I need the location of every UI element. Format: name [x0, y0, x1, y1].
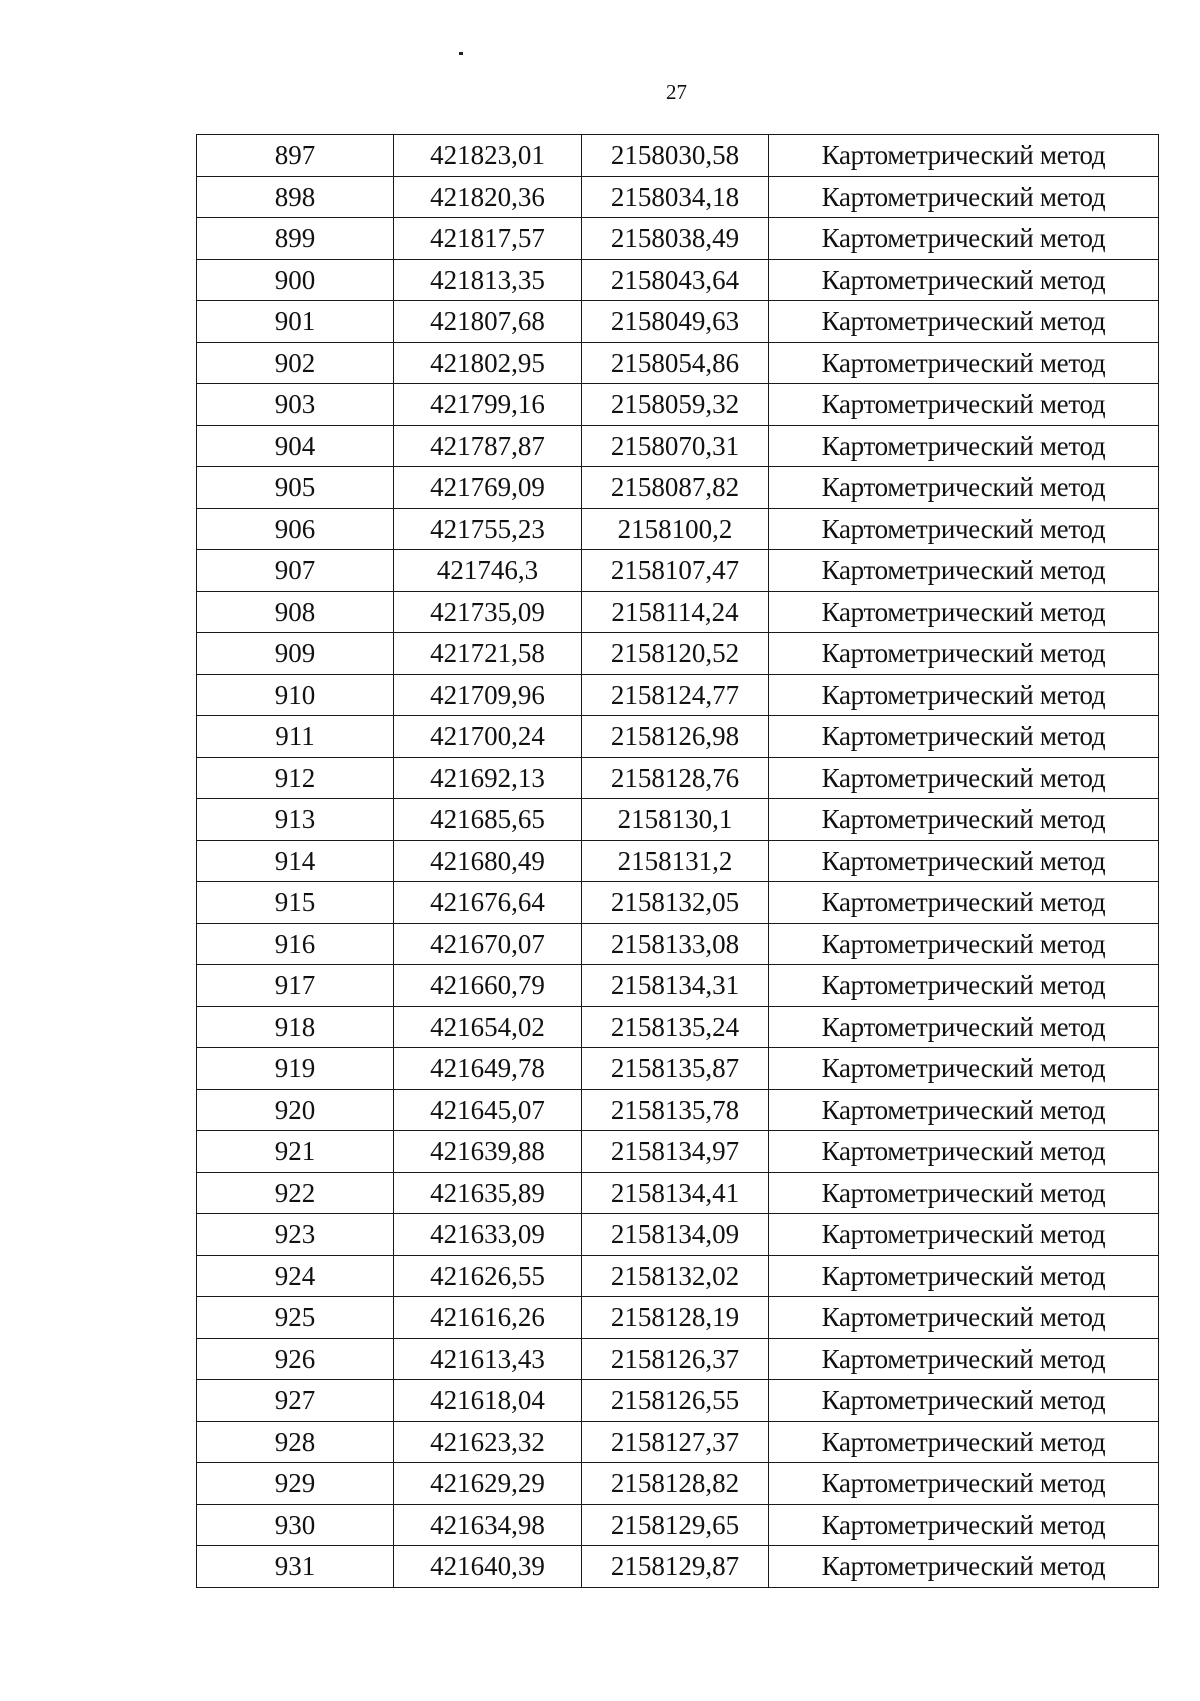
point-number-cell: 913 [197, 799, 394, 841]
point-number-cell: 915 [197, 882, 394, 924]
table-row [197, 1048, 1159, 1090]
y-coordinate-cell: 2158128,76 [582, 757, 769, 799]
x-coordinate-cell: 421660,79 [394, 965, 582, 1007]
y-coordinate-cell: 2158128,19 [582, 1297, 769, 1339]
table-row [197, 633, 1159, 675]
method-cell: Картометрический метод [769, 840, 1159, 882]
method-cell: Картометрический метод [769, 384, 1159, 426]
point-number-cell: 904 [197, 425, 394, 467]
method-cell: Картометрический метод [769, 882, 1159, 924]
table-row [197, 342, 1159, 384]
method-cell: Картометрический метод [769, 1255, 1159, 1297]
y-coordinate-cell: 2158100,2 [582, 508, 769, 550]
x-coordinate-cell: 421626,55 [394, 1255, 582, 1297]
point-number-cell: 922 [197, 1172, 394, 1214]
y-coordinate-cell: 2158107,47 [582, 550, 769, 592]
y-coordinate-cell: 2158059,32 [582, 384, 769, 426]
table-row [197, 1504, 1159, 1546]
table-row [197, 425, 1159, 467]
x-coordinate-cell: 421755,23 [394, 508, 582, 550]
point-number-cell: 916 [197, 923, 394, 965]
point-number-cell: 905 [197, 467, 394, 509]
method-cell: Картометрический метод [769, 1089, 1159, 1131]
method-cell: Картометрический метод [769, 467, 1159, 509]
x-coordinate-cell: 421613,43 [394, 1338, 582, 1380]
x-coordinate-cell: 421746,3 [394, 550, 582, 592]
table-row [197, 1546, 1159, 1588]
y-coordinate-cell: 2158124,77 [582, 674, 769, 716]
coordinates-table [196, 134, 1159, 1588]
x-coordinate-cell: 421676,64 [394, 882, 582, 924]
y-coordinate-cell: 2158129,87 [582, 1546, 769, 1588]
table-row [197, 1421, 1159, 1463]
method-cell: Картометрический метод [769, 674, 1159, 716]
x-coordinate-cell: 421649,78 [394, 1048, 582, 1090]
table-row [197, 882, 1159, 924]
method-cell: Картометрический метод [769, 1546, 1159, 1588]
method-cell: Картометрический метод [769, 1297, 1159, 1339]
point-number-cell: 902 [197, 342, 394, 384]
y-coordinate-cell: 2158127,37 [582, 1421, 769, 1463]
y-coordinate-cell: 2158132,02 [582, 1255, 769, 1297]
x-coordinate-cell: 421685,65 [394, 799, 582, 841]
y-coordinate-cell: 2158129,65 [582, 1504, 769, 1546]
table-row [197, 1255, 1159, 1297]
page-number: 27 [666, 80, 687, 104]
x-coordinate-cell: 421633,09 [394, 1214, 582, 1256]
x-coordinate-cell: 421823,01 [394, 135, 582, 177]
point-number-cell: 901 [197, 301, 394, 343]
table-row [197, 467, 1159, 509]
point-number-cell: 910 [197, 674, 394, 716]
table-row [197, 1172, 1159, 1214]
point-number-cell: 931 [197, 1546, 394, 1588]
point-number-cell: 909 [197, 633, 394, 675]
point-number-cell: 925 [197, 1297, 394, 1339]
y-coordinate-cell: 2158034,18 [582, 176, 769, 218]
table-row [197, 218, 1159, 260]
x-coordinate-cell: 421634,98 [394, 1504, 582, 1546]
method-cell: Картометрический метод [769, 1131, 1159, 1173]
x-coordinate-cell: 421623,32 [394, 1421, 582, 1463]
table-row [197, 1338, 1159, 1380]
point-number-cell: 918 [197, 1006, 394, 1048]
x-coordinate-cell: 421654,02 [394, 1006, 582, 1048]
y-coordinate-cell: 2158087,82 [582, 467, 769, 509]
x-coordinate-cell: 421735,09 [394, 591, 582, 633]
method-cell: Картометрический метод [769, 425, 1159, 467]
x-coordinate-cell: 421820,36 [394, 176, 582, 218]
method-cell: Картометрический метод [769, 965, 1159, 1007]
table-row [197, 301, 1159, 343]
x-coordinate-cell: 421640,39 [394, 1546, 582, 1588]
point-number-cell: 921 [197, 1131, 394, 1173]
x-coordinate-cell: 421769,09 [394, 467, 582, 509]
y-coordinate-cell: 2158126,55 [582, 1380, 769, 1422]
method-cell: Картометрический метод [769, 1504, 1159, 1546]
point-number-cell: 928 [197, 1421, 394, 1463]
point-number-cell: 906 [197, 508, 394, 550]
table-row [197, 757, 1159, 799]
method-cell: Картометрический метод [769, 633, 1159, 675]
y-coordinate-cell: 2158130,1 [582, 799, 769, 841]
x-coordinate-cell: 421639,88 [394, 1131, 582, 1173]
table-row [197, 1297, 1159, 1339]
point-number-cell: 912 [197, 757, 394, 799]
method-cell: Картометрический метод [769, 1172, 1159, 1214]
y-coordinate-cell: 2158132,05 [582, 882, 769, 924]
point-number-cell: 929 [197, 1463, 394, 1505]
table-row [197, 550, 1159, 592]
table-row [197, 1089, 1159, 1131]
point-number-cell: 920 [197, 1089, 394, 1131]
method-cell: Картометрический метод [769, 1421, 1159, 1463]
x-coordinate-cell: 421817,57 [394, 218, 582, 260]
x-coordinate-cell: 421700,24 [394, 716, 582, 758]
point-number-cell: 899 [197, 218, 394, 260]
method-cell: Картометрический метод [769, 176, 1159, 218]
method-cell: Картометрический метод [769, 550, 1159, 592]
x-coordinate-cell: 421692,13 [394, 757, 582, 799]
y-coordinate-cell: 2158038,49 [582, 218, 769, 260]
method-cell: Картометрический метод [769, 923, 1159, 965]
table-row [197, 1463, 1159, 1505]
method-cell: Картометрический метод [769, 1214, 1159, 1256]
y-coordinate-cell: 2158043,64 [582, 259, 769, 301]
method-cell: Картометрический метод [769, 135, 1159, 177]
table-row [197, 1006, 1159, 1048]
point-number-cell: 898 [197, 176, 394, 218]
method-cell: Картометрический метод [769, 1048, 1159, 1090]
y-coordinate-cell: 2158133,08 [582, 923, 769, 965]
x-coordinate-cell: 421645,07 [394, 1089, 582, 1131]
y-coordinate-cell: 2158135,78 [582, 1089, 769, 1131]
y-coordinate-cell: 2158030,58 [582, 135, 769, 177]
method-cell: Картометрический метод [769, 799, 1159, 841]
x-coordinate-cell: 421802,95 [394, 342, 582, 384]
y-coordinate-cell: 2158070,31 [582, 425, 769, 467]
x-coordinate-cell: 421813,35 [394, 259, 582, 301]
point-number-cell: 924 [197, 1255, 394, 1297]
y-coordinate-cell: 2158134,31 [582, 965, 769, 1007]
y-coordinate-cell: 2158135,87 [582, 1048, 769, 1090]
x-coordinate-cell: 421670,07 [394, 923, 582, 965]
x-coordinate-cell: 421616,26 [394, 1297, 582, 1339]
y-coordinate-cell: 2158134,41 [582, 1172, 769, 1214]
point-number-cell: 927 [197, 1380, 394, 1422]
table-row [197, 1131, 1159, 1173]
y-coordinate-cell: 2158131,2 [582, 840, 769, 882]
method-cell: Картометрический метод [769, 1380, 1159, 1422]
table-row [197, 799, 1159, 841]
method-cell: Картометрический метод [769, 716, 1159, 758]
point-number-cell: 908 [197, 591, 394, 633]
x-coordinate-cell: 421618,04 [394, 1380, 582, 1422]
table-row [197, 1214, 1159, 1256]
point-number-cell: 903 [197, 384, 394, 426]
table-row [197, 259, 1159, 301]
table-row [197, 923, 1159, 965]
table-row [197, 965, 1159, 1007]
scan-speck [459, 52, 463, 55]
y-coordinate-cell: 2158049,63 [582, 301, 769, 343]
y-coordinate-cell: 2158134,97 [582, 1131, 769, 1173]
method-cell: Картометрический метод [769, 508, 1159, 550]
table-row [197, 135, 1159, 177]
method-cell: Картометрический метод [769, 301, 1159, 343]
y-coordinate-cell: 2158128,82 [582, 1463, 769, 1505]
table-row [197, 1380, 1159, 1422]
method-cell: Картометрический метод [769, 1006, 1159, 1048]
method-cell: Картометрический метод [769, 218, 1159, 260]
x-coordinate-cell: 421680,49 [394, 840, 582, 882]
coordinates-table-body [197, 135, 1159, 1588]
table-row [197, 840, 1159, 882]
method-cell: Картометрический метод [769, 259, 1159, 301]
point-number-cell: 923 [197, 1214, 394, 1256]
method-cell: Картометрический метод [769, 1338, 1159, 1380]
y-coordinate-cell: 2158126,98 [582, 716, 769, 758]
x-coordinate-cell: 421807,68 [394, 301, 582, 343]
table-row [197, 508, 1159, 550]
point-number-cell: 907 [197, 550, 394, 592]
point-number-cell: 919 [197, 1048, 394, 1090]
y-coordinate-cell: 2158120,52 [582, 633, 769, 675]
x-coordinate-cell: 421799,16 [394, 384, 582, 426]
method-cell: Картометрический метод [769, 342, 1159, 384]
table-row [197, 674, 1159, 716]
method-cell: Картометрический метод [769, 757, 1159, 799]
point-number-cell: 914 [197, 840, 394, 882]
table-row [197, 591, 1159, 633]
x-coordinate-cell: 421721,58 [394, 633, 582, 675]
x-coordinate-cell: 421635,89 [394, 1172, 582, 1214]
point-number-cell: 900 [197, 259, 394, 301]
point-number-cell: 930 [197, 1504, 394, 1546]
point-number-cell: 897 [197, 135, 394, 177]
point-number-cell: 911 [197, 716, 394, 758]
y-coordinate-cell: 2158135,24 [582, 1006, 769, 1048]
table-row [197, 716, 1159, 758]
x-coordinate-cell: 421787,87 [394, 425, 582, 467]
point-number-cell: 917 [197, 965, 394, 1007]
point-number-cell: 926 [197, 1338, 394, 1380]
y-coordinate-cell: 2158114,24 [582, 591, 769, 633]
y-coordinate-cell: 2158054,86 [582, 342, 769, 384]
table-row [197, 384, 1159, 426]
method-cell: Картометрический метод [769, 591, 1159, 633]
y-coordinate-cell: 2158134,09 [582, 1214, 769, 1256]
y-coordinate-cell: 2158126,37 [582, 1338, 769, 1380]
x-coordinate-cell: 421709,96 [394, 674, 582, 716]
table-row [197, 176, 1159, 218]
method-cell: Картометрический метод [769, 1463, 1159, 1505]
x-coordinate-cell: 421629,29 [394, 1463, 582, 1505]
